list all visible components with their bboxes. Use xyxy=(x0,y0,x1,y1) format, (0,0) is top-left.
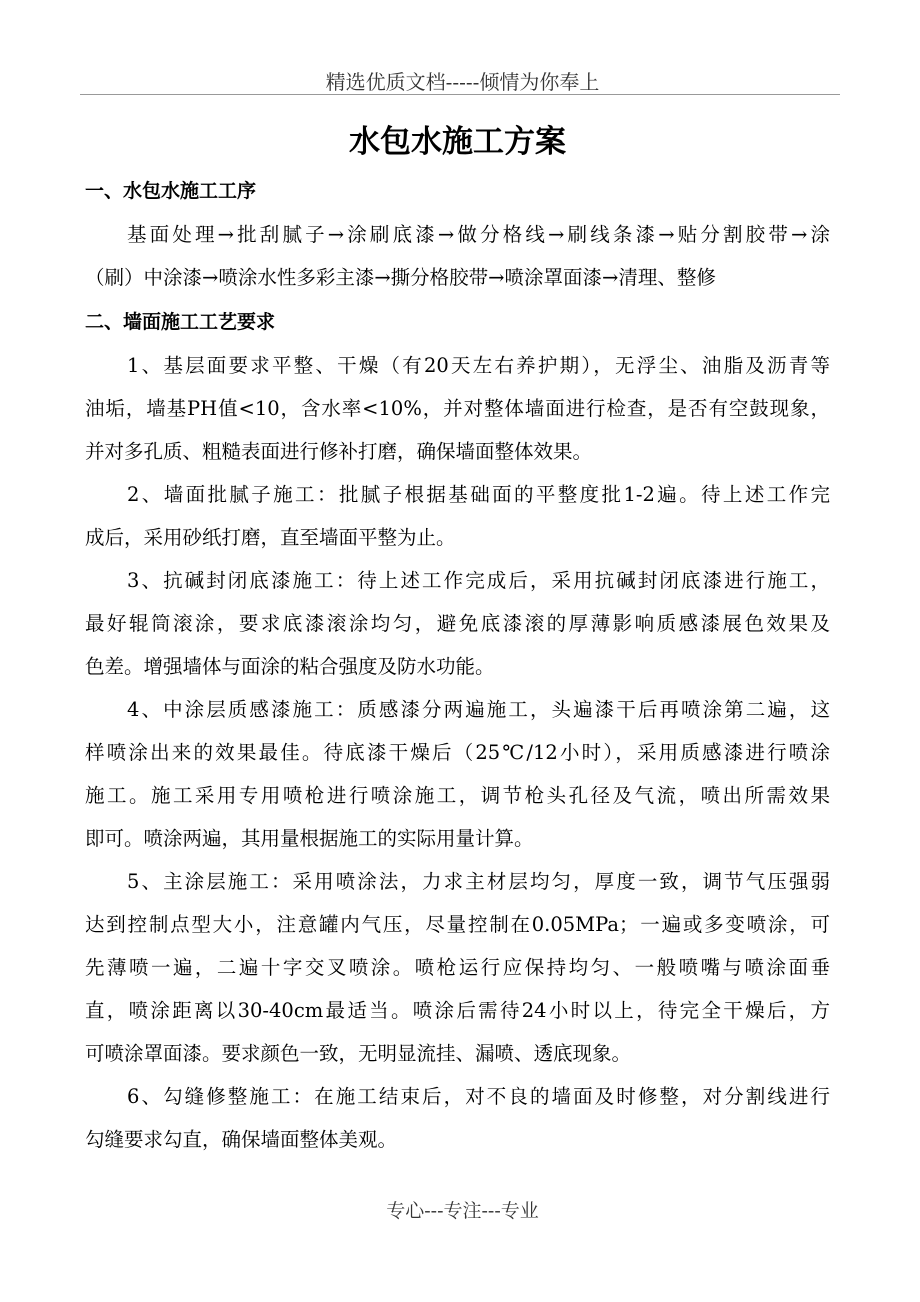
paragraph-line: 先薄喷一遍，二遍十字交叉喷涂。喷枪运行应保持均匀、一般喷嘴与喷涂面垂 xyxy=(85,956,830,979)
document-body xyxy=(85,168,830,1161)
paragraph-line: 5、主涂层施工：采用喷涂法，力求主材层均匀，厚度一致，调节气压强弱 xyxy=(127,870,830,893)
paragraph-line: 即可。喷涂两遍，其用量根据施工的实际用量计算。 xyxy=(85,827,534,850)
section-heading: 二、墙面施工工艺要求 xyxy=(85,311,276,333)
paragraph xyxy=(85,344,830,473)
paragraph xyxy=(85,860,830,1075)
paragraph-line: 油垢，墙基PH值<10，含水率<10%，并对整体墙面进行检查，是否有空鼓现象， xyxy=(85,397,830,420)
page-header: 精选优质文档-----倾情为你奉上 xyxy=(325,70,600,94)
paragraph-line: 达到控制点型大小，注意罐内气压，尽量控制在0.05MPa；一遍或多变喷涂，可 xyxy=(85,913,830,936)
paragraph-line: 6、勾缝修整施工：在施工结束后，对不良的墙面及时修整，对分割线进行 xyxy=(127,1085,830,1108)
paragraph xyxy=(85,688,830,860)
paragraph-line: 4、中涂层质感漆施工：质感漆分两遍施工，头遍漆干后再喷涂第二遍，这 xyxy=(127,698,830,721)
paragraph xyxy=(85,473,830,559)
paragraph-line: 3、抗碱封闭底漆施工：待上述工作完成后，采用抗碱封闭底漆进行施工， xyxy=(127,569,830,592)
section-heading: 一、水包水施工工序 xyxy=(85,180,257,202)
paragraph-line: 1、基层面要求平整、干燥（有20天左右养护期），无浮尘、油脂及沥青等 xyxy=(127,354,830,377)
paragraph xyxy=(85,559,830,688)
document-title: 水包水施工方案 xyxy=(349,124,566,160)
paragraph xyxy=(85,1075,830,1161)
header-divider xyxy=(80,94,840,95)
paragraph xyxy=(85,213,830,299)
paragraph-line: 直，喷涂距离以30-40cm最适当。喷涂后需待24小时以上，待完全干燥后，方 xyxy=(85,999,830,1022)
paragraph-line: 勾缝要求勾直，确保墙面整体美观。 xyxy=(85,1128,398,1151)
paragraph-line: 可喷涂罩面漆。要求颜色一致，无明显流挂、漏喷、透底现象。 xyxy=(85,1042,632,1065)
page-footer: 专心---专注---专业 xyxy=(386,1200,539,1222)
paragraph-line: 色差。增强墙体与面涂的粘合强度及防水功能。 xyxy=(85,655,495,678)
paragraph-line: 最好辊筒滚涂，要求底漆滚涂均匀，避免底漆滚的厚薄影响质感漆展色效果及 xyxy=(85,612,830,635)
paragraph-line: 并对多孔质、粗糙表面进行修补打磨，确保墙面整体效果。 xyxy=(85,440,593,463)
paragraph-line: 成后，采用砂纸打磨，直至墙面平整为止。 xyxy=(85,526,456,549)
paragraph-line: 2、墙面批腻子施工：批腻子根据基础面的平整度批1-2遍。待上述工作完 xyxy=(127,483,830,506)
paragraph-line: 施工。施工采用专用喷枪进行喷涂施工，调节枪头孔径及气流，喷出所需效果 xyxy=(85,784,830,807)
paragraph-line: 基面处理→批刮腻子→涂刷底漆→做分格线→刷线条漆→贴分割胶带→涂 xyxy=(127,223,830,246)
paragraph-line: （刷）中涂漆→喷涂水性多彩主漆→撕分格胶带→喷涂罩面漆→清理、整修 xyxy=(85,266,716,289)
paragraph-line: 样喷涂出来的效果最佳。待底漆干燥后（25℃/12小时），采用质感漆进行喷涂 xyxy=(85,741,830,764)
